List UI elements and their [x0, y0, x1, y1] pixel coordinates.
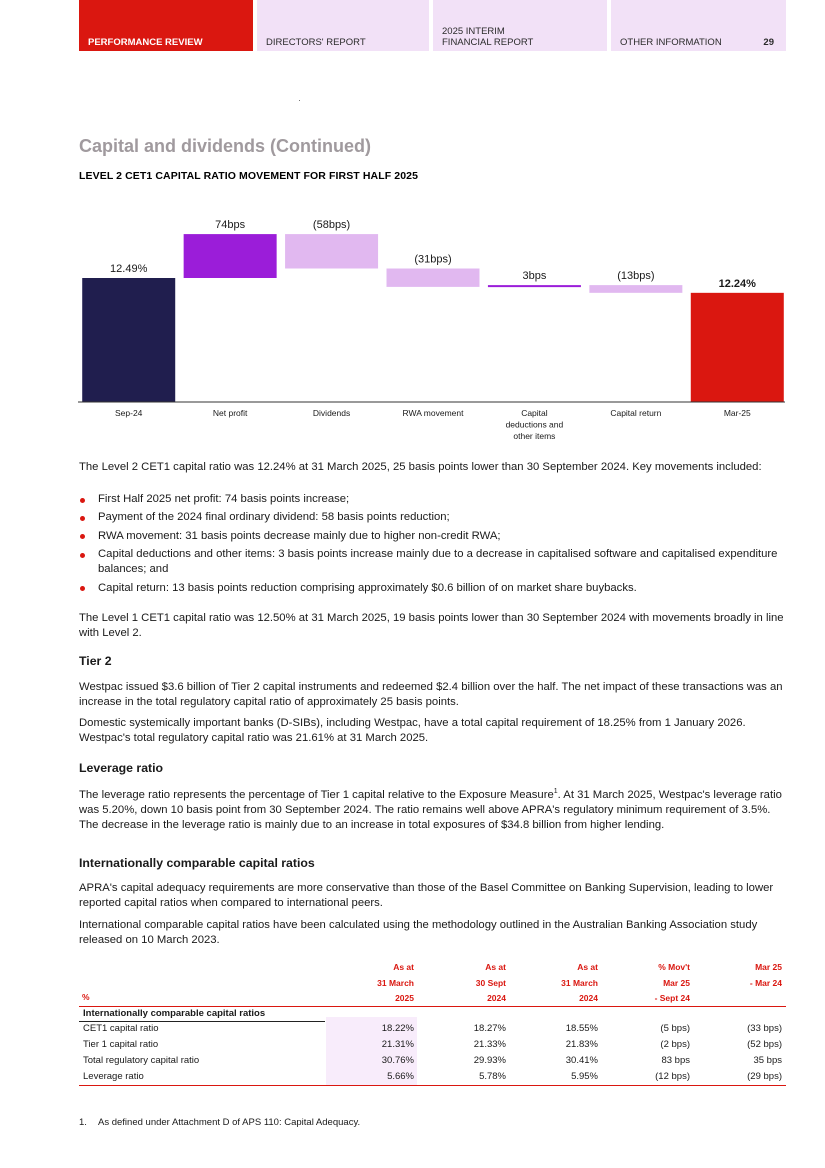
col-header-mov-mar24	[693, 960, 782, 991]
waterfall-chart	[78, 208, 788, 458]
list-item	[79, 492, 789, 507]
list-item	[79, 581, 789, 596]
col-header-line: As at	[485, 962, 506, 972]
col-header-line: Mar 25	[755, 962, 782, 972]
tier2-paragraph-2: Domestic systemically important banks (D-SIBs), including Westpac, have a total capital requirement of 18.25% from 1 January 2026. Westpac's total regulatory capital ratio was 21.61% at 31 March 2025.	[79, 717, 746, 744]
list-item	[79, 529, 789, 544]
cell: (12 bps)	[655, 1071, 690, 1082]
data-label-4: 3bps	[522, 270, 547, 283]
table-row	[79, 1069, 786, 1085]
list-item	[79, 510, 789, 525]
list-item-text: First Half 2025 net profit: 74 basis points increase;	[98, 493, 350, 505]
tab-label-line2: FINANCIAL REPORT	[442, 37, 534, 48]
bullet-dot	[80, 498, 85, 503]
list-item	[79, 547, 789, 577]
footnote-number: 1.	[79, 1117, 87, 1128]
tier2-paragraph-1: Westpac issued $3.6 billion of Tier 2 capital instruments and redeemed $2.4 billion over the half. The net impact of these transactions was an increase in the total regulatory capital ratio of approximately 25 basis points.	[79, 681, 783, 708]
tab-directors-report[interactable]	[257, 0, 429, 51]
section-title: Internationally comparable capital ratios	[83, 1008, 266, 1019]
tab-label: DIRECTORS' REPORT	[266, 37, 366, 48]
col-header-mar25	[326, 960, 414, 1007]
bar-1	[184, 234, 277, 278]
tab-label	[442, 26, 533, 48]
category-label-2: Dividends	[312, 408, 351, 418]
intro-paragraph: The Level 2 CET1 capital ratio was 12.24% at 31 March 2025, 25 basis points lower than 30 September 2024. Key movements included:	[79, 461, 762, 473]
table-row	[79, 1053, 786, 1069]
level1-paragraph: The Level 1 CET1 capital ratio was 12.50% at 31 March 2025, 19 basis points lower than 30 September 2024 with movements broadly in line with Level 2.	[79, 612, 784, 639]
cell: (33 bps)	[747, 1023, 782, 1034]
cell: 21.83%	[565, 1039, 598, 1050]
header-rule	[79, 1006, 786, 1007]
category-label-1: Net profit	[212, 408, 248, 418]
category-label-5: Capital return	[610, 408, 662, 418]
table-row	[79, 1037, 786, 1053]
col-header-line: - Sept 24	[654, 993, 690, 1003]
tab-performance-review[interactable]	[79, 0, 253, 51]
col-header-line: As at	[577, 962, 598, 972]
category-label-4: other items	[513, 431, 556, 441]
chart-title: LEVEL 2 CET1 CAPITAL RATIO MOVEMENT FOR FIRST HALF 2025	[79, 170, 419, 182]
row-label: Total regulatory capital ratio	[83, 1055, 200, 1066]
col-header-line: 31 March	[377, 977, 414, 988]
cell: 30.41%	[565, 1055, 598, 1066]
table-row	[79, 1021, 786, 1037]
row-label: Tier 1 capital ratio	[83, 1039, 159, 1050]
cell: 29.93%	[473, 1055, 506, 1066]
cell: 30.76%	[381, 1055, 414, 1066]
bar-4	[488, 285, 581, 287]
tab-other-information[interactable]	[611, 0, 786, 51]
data-label-6: 12.24%	[718, 277, 756, 290]
col-header-line: - Mar 24	[749, 977, 782, 988]
bar-5	[589, 285, 682, 293]
unit-label: %	[82, 992, 90, 1002]
tab-label-line1: 2025 INTERIM	[442, 26, 505, 37]
data-label-0: 12.49%	[110, 263, 148, 275]
page-number: 29	[763, 37, 774, 48]
movement-list	[79, 492, 789, 599]
bar-3	[387, 269, 480, 287]
bar-2	[285, 234, 378, 268]
row-label: CET1 capital ratio	[83, 1023, 159, 1034]
category-label-0: Sep-24	[115, 408, 143, 418]
cell: 5.95%	[571, 1071, 598, 1082]
bullet-dot	[80, 553, 85, 558]
col-header-line: % Mov't	[658, 962, 690, 972]
list-item-text: RWA movement: 31 basis points decrease mainly due to higher non-credit RWA;	[98, 529, 501, 542]
leverage-heading: Leverage ratio	[79, 761, 164, 775]
table-bottom-rule	[79, 1085, 786, 1086]
cell: (2 bps)	[660, 1039, 690, 1050]
intl-paragraph-1: APRA's capital adequacy requirements are more conservative than those of the Basel Committee on Banking Supervision, leading to lower reported capital ratios when compared to international peers.	[79, 882, 774, 909]
stray-dot	[299, 100, 300, 101]
cell: 21.33%	[473, 1039, 506, 1050]
col-header-sept24	[417, 960, 506, 1007]
tab-interim-financial-report[interactable]	[433, 0, 607, 51]
tab-label: OTHER INFORMATION	[620, 37, 722, 48]
col-header-line: As at	[393, 962, 414, 972]
page-title: Capital and dividends (Continued)	[79, 136, 371, 156]
list-item-text: Payment of the 2024 final ordinary dividend: 58 basis points reduction;	[98, 511, 450, 524]
footnote	[79, 1117, 360, 1128]
category-label-4: Capital	[521, 408, 548, 418]
cell: 21.31%	[381, 1039, 414, 1050]
footnote-ref[interactable]: 1	[553, 788, 558, 795]
col-header-line: 2025	[395, 993, 414, 1003]
cell: (52 bps)	[747, 1039, 782, 1050]
data-label-5: (13bps)	[617, 270, 655, 283]
tier2-heading: Tier 2	[79, 654, 112, 668]
cell: 18.55%	[565, 1023, 598, 1034]
leverage-paragraph	[79, 784, 789, 833]
row-label: Leverage ratio	[83, 1071, 144, 1082]
cell: 35 bps	[753, 1055, 782, 1066]
category-label-4: deductions and	[505, 419, 564, 430]
cell: 5.78%	[479, 1071, 506, 1082]
cell: 18.27%	[473, 1023, 506, 1034]
col-header-mov-sept24	[601, 960, 690, 1007]
list-item-text: Capital return: 13 basis points reduction comprising approximately $0.6 billion of on market share buybacks.	[98, 581, 637, 594]
col-header-mar24	[509, 960, 598, 1007]
list-item-text: Capital deductions and other items: 3 basis points increase mainly due to a decrease in capitalised software and capitalised expenditure balances; and	[98, 548, 778, 576]
data-label-3: (31bps)	[414, 253, 452, 266]
col-header-line: 31 March	[561, 977, 598, 988]
cell: 5.66%	[387, 1071, 414, 1082]
col-header-line: 30 Sept	[475, 977, 506, 988]
col-header-line: Mar 25	[663, 977, 690, 988]
intl-heading: Internationally comparable capital ratios	[79, 856, 315, 870]
leverage-text-start: The leverage ratio represents the percentage of Tier 1 capital relative to the Exposure Measure	[79, 788, 554, 801]
bullet-dot	[80, 534, 85, 539]
col-header-line: 2024	[579, 993, 598, 1003]
capital-ratios-table	[79, 960, 786, 1090]
col-header-line: 2024	[487, 993, 506, 1003]
cell: (5 bps)	[660, 1023, 690, 1034]
bar-6	[691, 293, 784, 402]
cell: 83 bps	[661, 1055, 690, 1066]
data-label-1: 74bps	[215, 219, 246, 232]
bullet-dot	[80, 516, 85, 521]
data-label-2: (58bps)	[312, 219, 351, 232]
bullet-dot	[80, 586, 85, 591]
cell: (29 bps)	[747, 1071, 782, 1082]
intl-paragraph-2: International comparable capital ratios have been calculated using the methodology outlined in the Australian Banking Association study released on 10 March 2023.	[79, 919, 758, 946]
footnote-text: As defined under Attachment D of APS 110: Capital Adequacy.	[98, 1117, 361, 1128]
tab-label: PERFORMANCE REVIEW	[88, 37, 203, 48]
bar-0	[82, 278, 175, 402]
leverage-text-rest: . At 31 March 2025, Westpac's leverage ratio was 5.20%, down 10 basis point from 30 September 2024. The ratio remains well above APRA's regulatory minimum requirement of 3.5%. The decrease in the leverage ratio is mainly due to an increase in total exposures of $34.8 billion from higher lending.	[79, 788, 782, 831]
category-label-6: Mar-25	[723, 408, 751, 418]
cell: 18.22%	[381, 1023, 414, 1034]
category-label-3: RWA movement	[402, 408, 464, 418]
